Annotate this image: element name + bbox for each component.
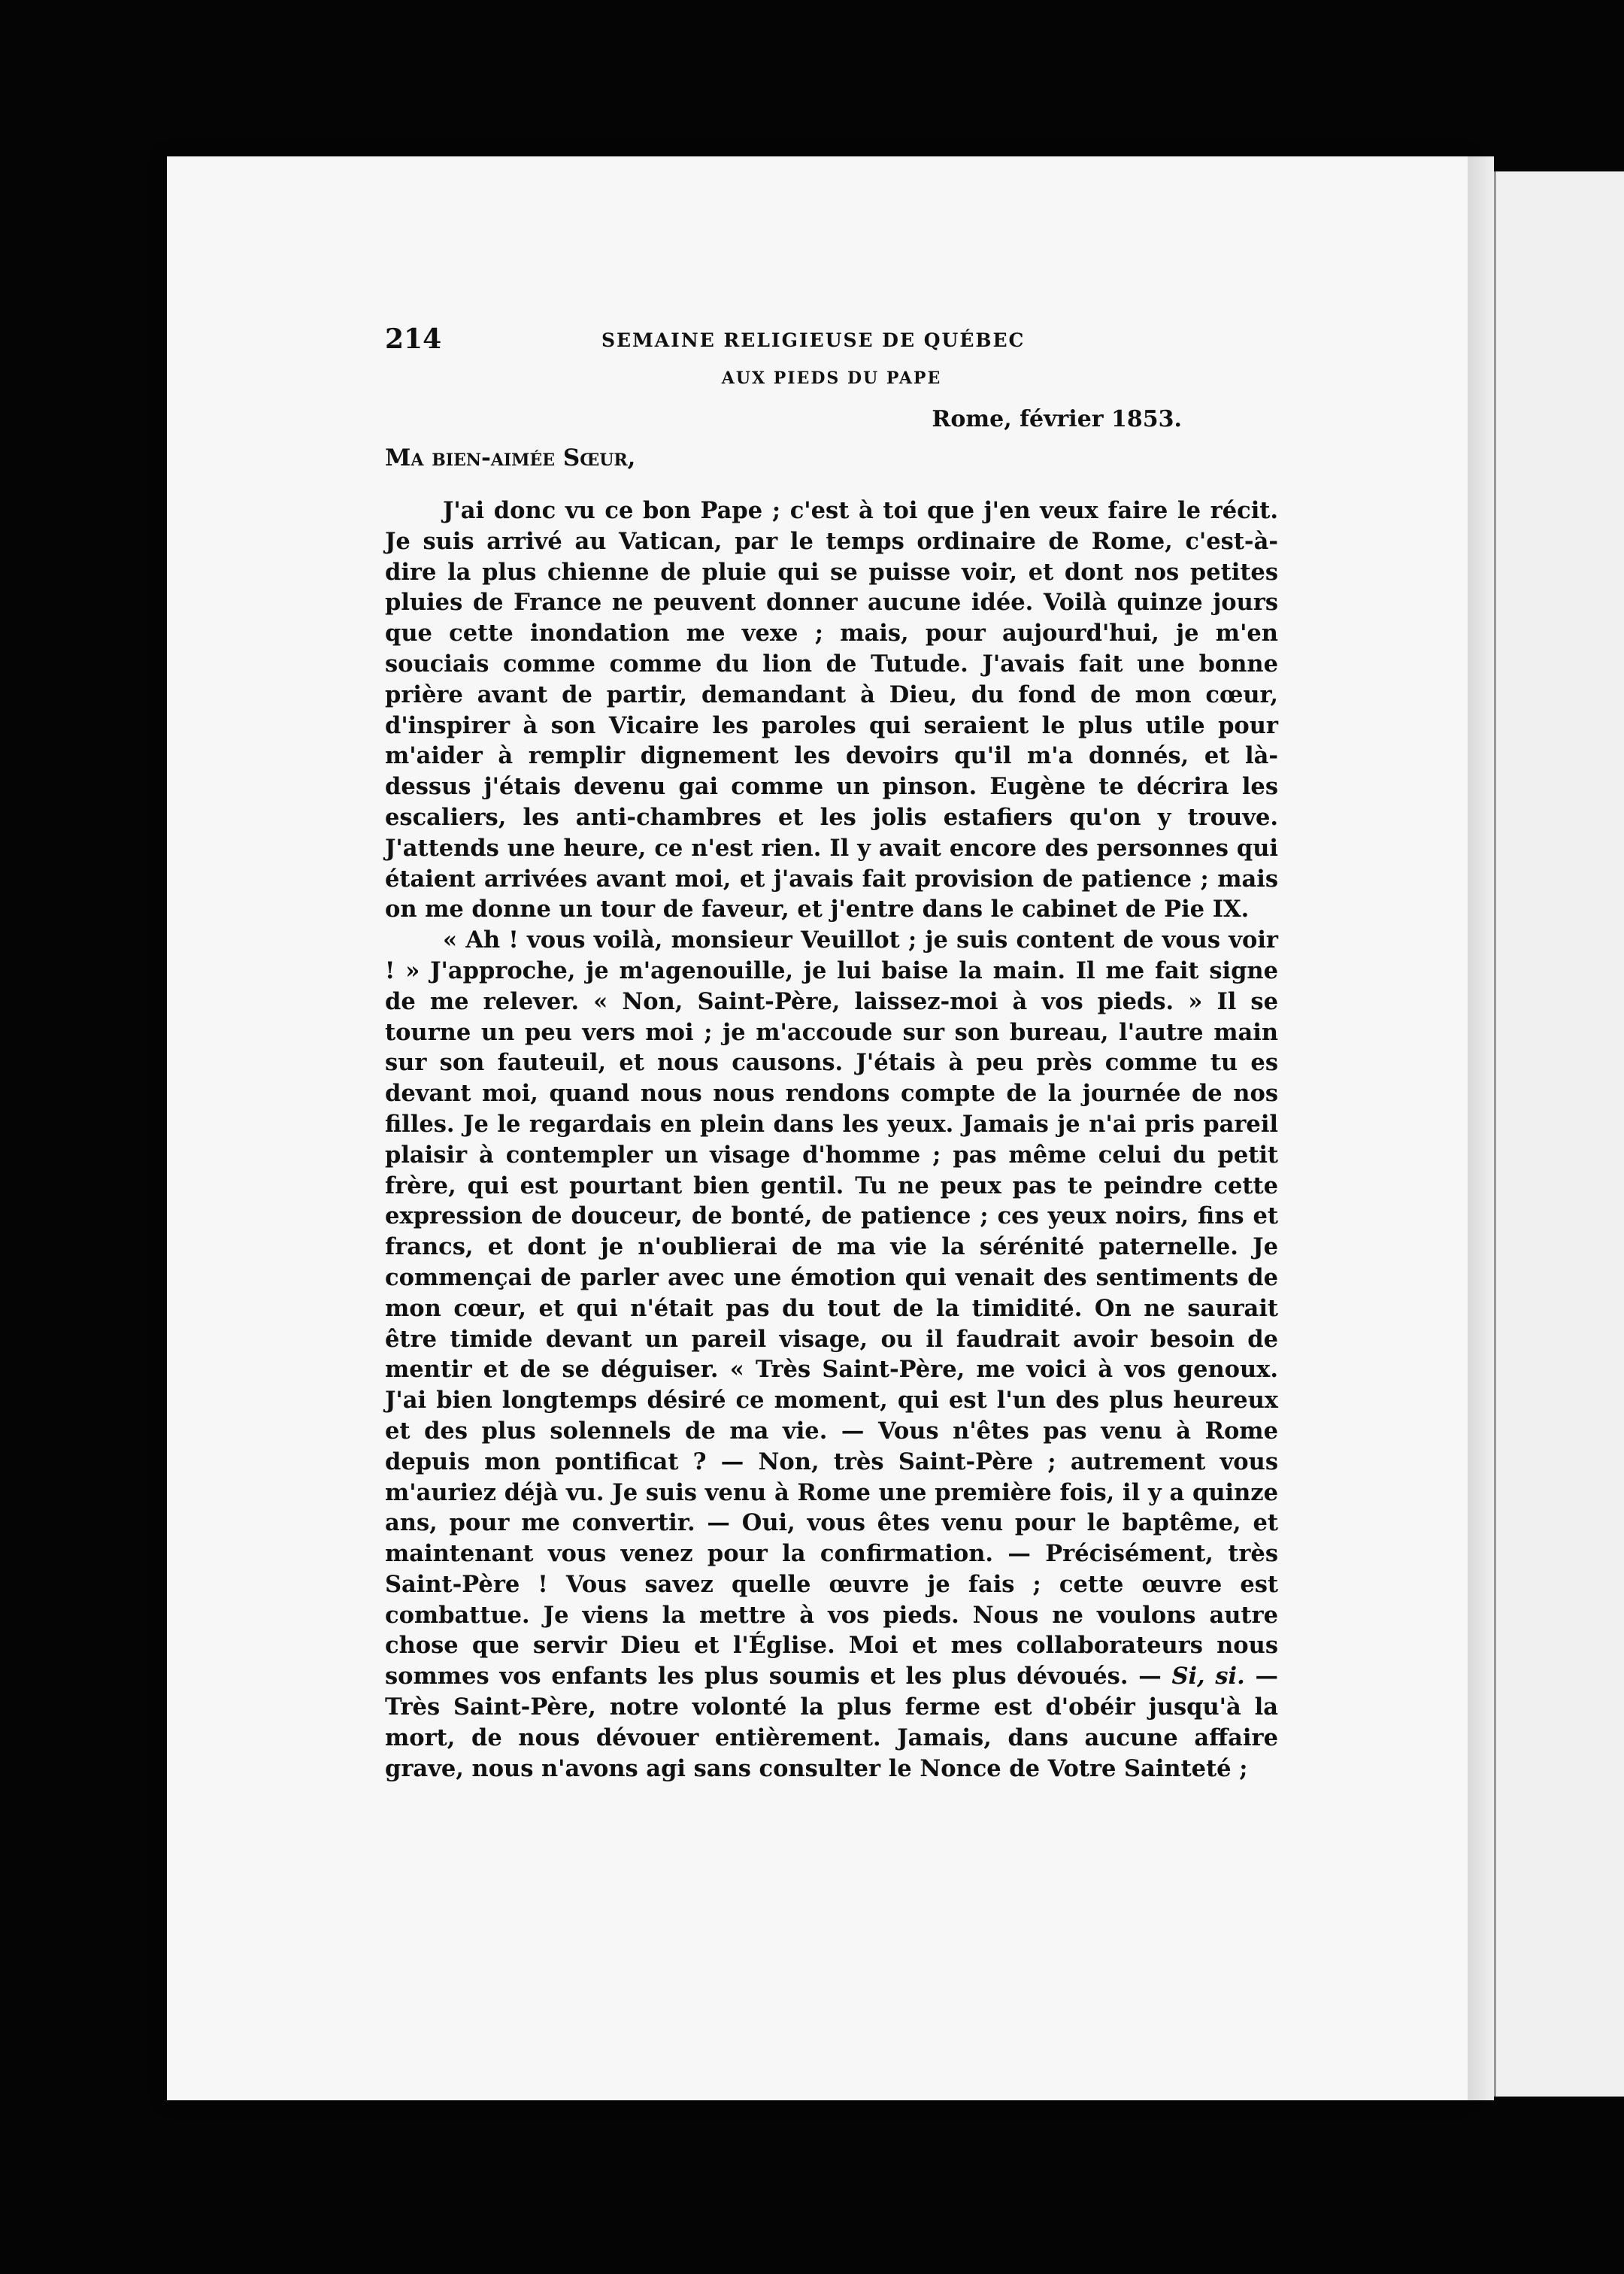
salutation-text: a bien-aimée Sœur,	[411, 444, 636, 471]
dateline: Rome, février 1853.	[932, 406, 1182, 432]
paragraph-2-text: « Ah ! vous voilà, monsieur Veuillot ; je suis content de vous voir ! » J'approche, je m'agenouille, je lui baise la main. Il me fait signe de me relever. « Non, Saint-Père, laissez-moi à vos pieds. » Il se tourne un peu vers moi ; je m'accoude sur son bureau, l'autre main sur son fauteuil, et nous causons. J'étais à peu près comme tu es devant moi, quand nous nous rendons compte de la journée de nos filles. Je le regardais en plein dans les yeux. Jamais je n'ai pris pareil plaisir à contempler un visage d'homme ; pas même celui du petit frère, qui est pourtant bien gentil. Tu ne peux pas te peindre cette expression de douceur, de bonté, de patience ; ces yeux noirs, fins et francs, et dont je n'oublierai de ma vie la sérénité paternelle. Je commençai de parler avec une émotion qui venait des sentiments de mon cœur, et qui n'était pas du tout de la timidité. On ne saurait être timide devant un pareil visage, ou il faudrait avoir besoin de mentir et de se déguiser. « Très Saint-Père, me voici à vos genoux. J'ai bien longtemps désiré ce moment, qui est l'un des plus heureux et des plus solennels de ma vie. — Vous n'êtes pas venu à Rome depuis mon pontificat ? — Non, très Saint-Père ; autrement vous m'auriez déjà vu. Je suis venu à Rome une première fois, il y a quinze ans, pour me convertir. — Oui, vous êtes venu pour le baptême, et maintenant vous venez pour la confirmation. — Précisément, très Saint-Père ! Vous savez quelle œuvre je fais ; cette œuvre est combattue. Je viens la mettre à vos pieds. Nous ne voulons autre chose que servir Dieu et l'Église. Moi et mes collaborateurs nous sommes vos enfants les plus soumis et les plus dévoués. —	[385, 926, 1278, 1690]
salutation	[385, 444, 1278, 471]
paragraph-1: J'ai donc vu ce bon Pape ; c'est à toi que j'en veux faire le récit. Je suis arrivé au Vatican, par le temps ordinaire de Rome, c'est-à-dire la plus chienne de pluie qui se puisse voir, et dont nos petites pluies de France ne peuvent donner aucune idée. Voilà quinze jours que cette inondation me vexe ; mais, pour aujourd'hui, je m'en souciais comme comme du lion de Tutude. J'avais fait une bonne prière avant de partir, demandant à Dieu, du fond de mon cœur, d'inspirer à son Vicaire les paroles qui seraient le plus utile pour m'aider à remplir dignement les devoirs qu'il m'a donnés, et là-dessus j'étais devenu gai comme un pinson. Eugène te décrira les escaliers, les anti-chambres et les jolis estafiers qu'on y trouve. J'attends une heure, ce n'est rien. Il y avait encore des personnes qui étaient arrivées avant moi, et j'avais fait provision de patience ; mais on me donne un tour de faveur, et j'entre dans le cabinet de Pie IX.	[385, 497, 1278, 923]
running-title: SEMAINE RELIGIEUSE DE QUÉBEC	[601, 329, 1026, 351]
salutation-initial: M	[385, 444, 411, 471]
page-number: 214	[385, 323, 442, 355]
page-content	[385, 323, 1278, 1784]
paragraph-2-end: — Très Saint-Père, notre volonté la plus ferme est d'obéir jusqu'à la mort, de nous dévouer entièrement. Jamais, dans aucune affaire grave, nous n'avons agi sans consulter le Nonce de Votre Sainteté ;	[385, 1663, 1278, 1782]
article-title: AUX PIEDS DU PAPE	[721, 368, 942, 388]
facing-page-edge	[1494, 171, 1624, 2097]
running-head	[385, 323, 1278, 368]
page-gutter	[1468, 156, 1494, 2100]
paragraph-2	[385, 925, 1278, 1784]
paragraph-2-italic: Si, si.	[1171, 1663, 1245, 1690]
